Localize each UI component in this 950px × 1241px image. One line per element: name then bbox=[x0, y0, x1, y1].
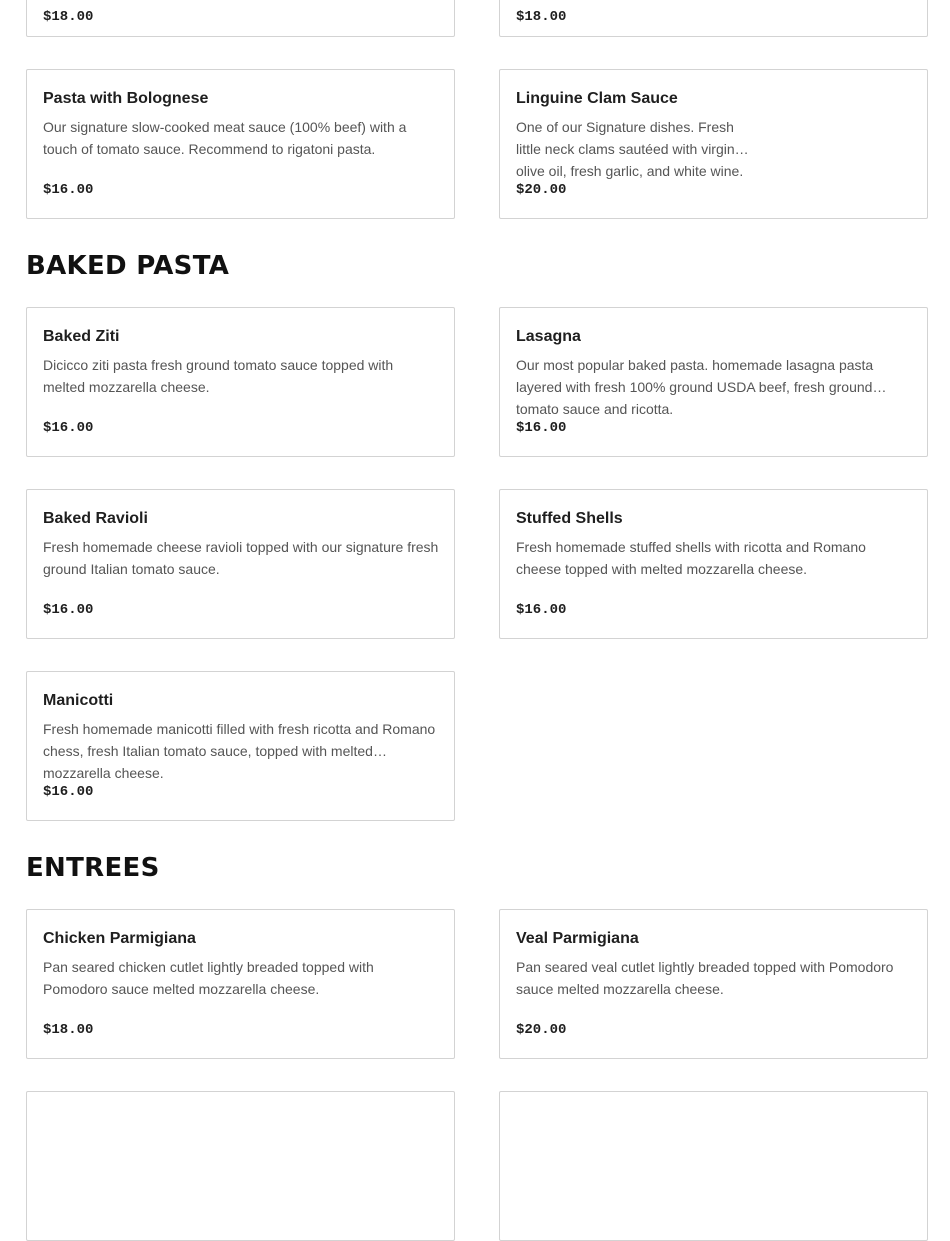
menu-item-name: Stuffed Shells bbox=[516, 510, 623, 527]
section-title-entrees: ENTREES bbox=[26, 853, 160, 883]
menu-item-name: Baked Ziti bbox=[43, 328, 120, 345]
menu-item-description: Our most popular baked pasta. homemade lasagna pasta layered with fresh 100% ground USDA beef, fresh ground tomato sauce and ricotta. bbox=[516, 357, 874, 417]
menu-item-price: $16.00 bbox=[43, 784, 94, 800]
menu-item-name: Manicotti bbox=[43, 692, 114, 709]
menu-item-description: Fresh homemade cheese ravioli topped with our signature fresh ground Italian tomato sauce. bbox=[43, 539, 439, 577]
menu-item-description: Pan seared veal cutlet lightly breaded topped with Pomodoro sauce melted mozzarella cheese. bbox=[516, 959, 894, 997]
menu-item-card[interactable] bbox=[499, 69, 928, 219]
menu-item-card[interactable] bbox=[26, 69, 455, 219]
menu-item-price: $20.00 bbox=[516, 182, 567, 198]
menu-item-name: Pasta with Bolognese bbox=[43, 90, 209, 107]
menu-item-price: $18.00 bbox=[43, 9, 94, 25]
menu-item-description: Fresh homemade stuffed shells with ricotta and Romano cheese topped with melted mozzarella cheese. bbox=[516, 539, 866, 577]
menu-item-card[interactable] bbox=[26, 1091, 455, 1241]
menu-item-price: $16.00 bbox=[516, 420, 567, 436]
menu-item-price: $18.00 bbox=[43, 1022, 94, 1038]
menu-item-card[interactable] bbox=[26, 909, 455, 1059]
menu-item-price: $16.00 bbox=[43, 420, 94, 436]
menu-item-name: Lasagna bbox=[516, 328, 581, 345]
menu-item-price: $18.00 bbox=[516, 9, 567, 25]
menu-item-name: Baked Ravioli bbox=[43, 510, 148, 527]
menu-item-card[interactable] bbox=[499, 1091, 928, 1241]
menu-item-description: Dicicco ziti pasta fresh ground tomato sauce topped with melted mozzarella cheese. bbox=[43, 357, 394, 395]
menu-item-description: Pan seared chicken cutlet lightly breaded topped with Pomodoro sauce melted mozzarella cheese. bbox=[43, 959, 374, 997]
menu-item-price: $16.00 bbox=[43, 602, 94, 618]
menu-item-card[interactable] bbox=[26, 671, 455, 821]
menu-item-description: One of our Signature dishes. Fresh little neck clams sautéed with virgin olive oil, fresh garlic, and white wine. bbox=[516, 119, 744, 179]
menu-item-card[interactable] bbox=[499, 909, 928, 1059]
menu-item-price: $20.00 bbox=[516, 1022, 567, 1038]
menu-item-card[interactable] bbox=[26, 489, 455, 639]
menu-item-card[interactable] bbox=[499, 489, 928, 639]
menu-item-card[interactable] bbox=[499, 307, 928, 457]
menu-item-price: $16.00 bbox=[516, 602, 567, 618]
section-title-baked-pasta: BAKED PASTA bbox=[26, 251, 230, 281]
menu-item-name: Linguine Clam Sauce bbox=[516, 90, 678, 107]
menu-item-card[interactable] bbox=[499, 0, 928, 37]
menu-item-card[interactable] bbox=[26, 0, 455, 37]
menu-item-description: Our signature slow-cooked meat sauce (100% beef) with a touch of tomato sauce. Recommend to rigatoni pasta. bbox=[43, 119, 407, 157]
menu-item-name: Veal Parmigiana bbox=[516, 930, 639, 947]
menu-item-card[interactable] bbox=[26, 307, 455, 457]
menu-item-description: Fresh homemade manicotti filled with fresh ricotta and Romano chess, fresh Italian tomato sauce, topped with melted mozzarella cheese. bbox=[43, 721, 436, 781]
menu-item-name: Chicken Parmigiana bbox=[43, 930, 196, 947]
menu-item-price: $16.00 bbox=[43, 182, 94, 198]
